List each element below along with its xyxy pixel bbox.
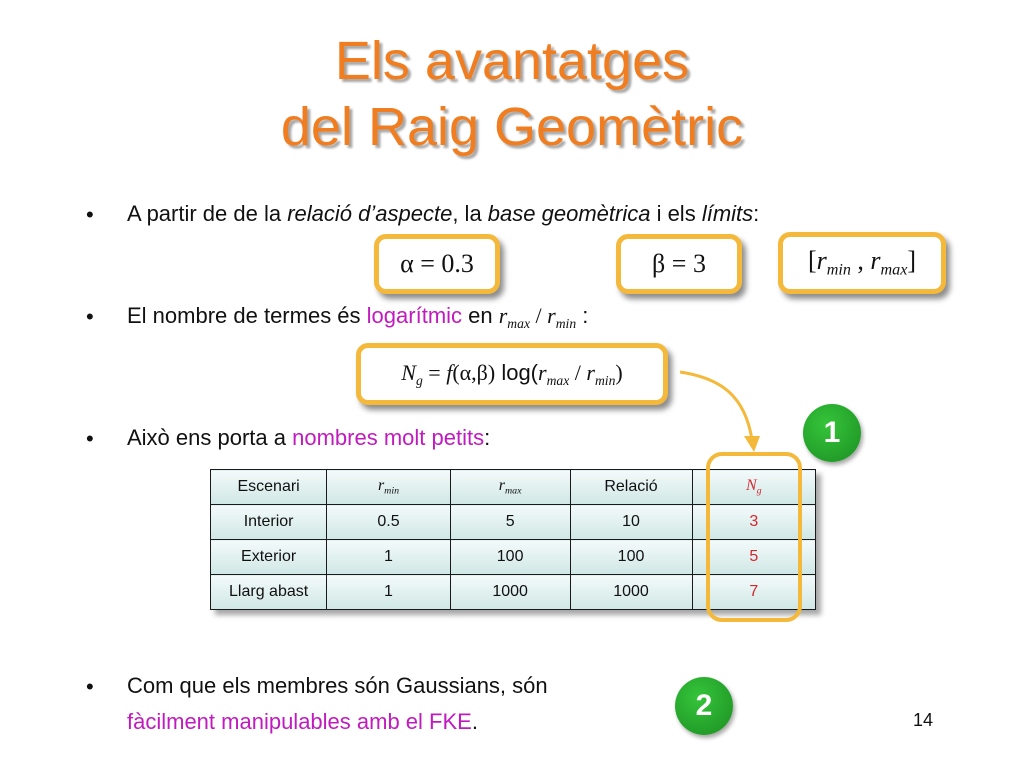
bullet-dot: • (86, 304, 94, 329)
cell-ng: 7 (692, 575, 815, 610)
bullet-4-line-2: fàcilment manipulables amb el FKE. (127, 709, 478, 734)
cell-rmax: 5 (450, 505, 570, 540)
ng-column-highlight (706, 452, 802, 622)
bullet-3-text: Això ens porta a nombres molt petits: (127, 425, 491, 450)
bullet-dot: • (86, 674, 94, 699)
cell-escenari: Llarg abast (211, 575, 327, 610)
cell-escenari: Exterior (211, 540, 327, 575)
cell-rmin: 1 (327, 540, 451, 575)
cell-rmax: 100 (450, 540, 570, 575)
alpha-formula: α = 0.3 (400, 249, 474, 278)
bullet-1-text: A partir de de la relació d’aspecte, la base geomètrica i els límits: (127, 201, 760, 226)
header-relacio: Relació (570, 470, 692, 505)
badge-one: 1 (803, 404, 861, 462)
cell-escenari: Interior (211, 505, 327, 540)
beta-formula: β = 3 (652, 249, 706, 278)
ng-formula: $N_g = f(\alpha,\beta)$ $\log(r_{max} / r_{min})$ (401, 359, 623, 388)
cell-rmin: 0.5 (327, 505, 451, 540)
page-number: 14 (913, 710, 934, 730)
header-rmin: $r_{min}$ (327, 470, 451, 505)
range-formula-box (778, 232, 946, 294)
range-formula: [$r_{min}$ , $r_{max}$] (807, 246, 917, 279)
badge-two: 2 (675, 677, 733, 735)
cell-ng: 5 (692, 540, 815, 575)
cell-rmin: 1 (327, 575, 451, 610)
slide-title (0, 28, 1024, 160)
header-rmax: $r_{max}$ (450, 470, 570, 505)
cell-relacio: 1000 (570, 575, 692, 610)
beta-formula-box (616, 234, 742, 294)
cell-rmax: 1000 (450, 575, 570, 610)
title-line-1: Els avantatges (334, 31, 690, 91)
alpha-formula-box (374, 234, 500, 294)
header-escenari: Escenari (211, 470, 327, 505)
bullet-4-line-1: Com que els membres són Gaussians, són (127, 673, 548, 698)
title-line-2: del Raig Geomètric (280, 97, 744, 157)
header-ng: $N_g$ (692, 470, 815, 505)
bullet-dot: • (86, 426, 94, 451)
bullet-2-text: El nombre de termes és logarítmic en $r_{max} / r_{min}$ : (127, 303, 589, 331)
ng-formula-box (356, 343, 668, 405)
cell-ng: 3 (692, 505, 815, 540)
cell-relacio: 10 (570, 505, 692, 540)
bullet-dot: • (86, 202, 94, 227)
cell-relacio: 100 (570, 540, 692, 575)
